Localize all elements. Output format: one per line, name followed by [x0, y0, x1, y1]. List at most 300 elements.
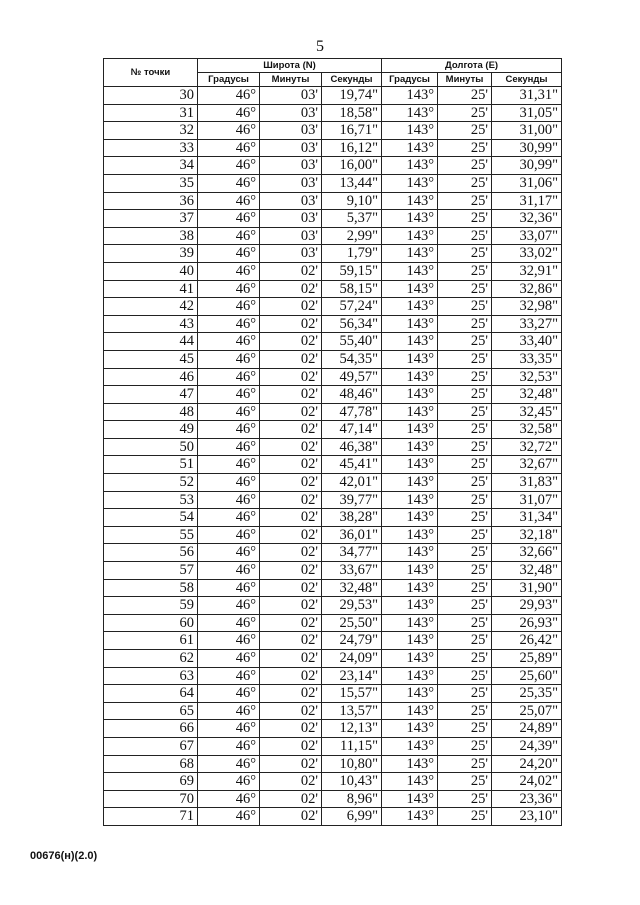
- table-row: [104, 139, 562, 157]
- lon-degrees-cell: 143°: [382, 350, 438, 368]
- lon-minutes-cell: 25': [438, 509, 492, 527]
- lat-minutes-cell: 02': [260, 456, 322, 474]
- table-row: [104, 403, 562, 421]
- point-number-cell: 42: [104, 298, 198, 316]
- point-number-cell: 40: [104, 262, 198, 280]
- lat-minutes-cell: 03': [260, 210, 322, 228]
- lon-degrees-cell: 143°: [382, 262, 438, 280]
- lat-degrees-cell: 46°: [198, 614, 260, 632]
- lon-minutes-cell: 25': [438, 614, 492, 632]
- point-number-cell: 57: [104, 562, 198, 580]
- header-lat-seconds: Секунды: [322, 73, 382, 87]
- lat-minutes-cell: 02': [260, 421, 322, 439]
- lat-degrees-cell: 46°: [198, 632, 260, 650]
- lon-degrees-cell: 143°: [382, 491, 438, 509]
- table-row: [104, 456, 562, 474]
- point-number-cell: 65: [104, 702, 198, 720]
- table-row: [104, 491, 562, 509]
- lat-seconds-cell: 45,41": [322, 456, 382, 474]
- lon-degrees-cell: 143°: [382, 790, 438, 808]
- header-longitude: Долгота (E): [382, 59, 562, 73]
- lat-degrees-cell: 46°: [198, 737, 260, 755]
- table-row: [104, 421, 562, 439]
- lat-minutes-cell: 02': [260, 790, 322, 808]
- lon-seconds-cell: 31,00": [492, 122, 562, 140]
- lat-degrees-cell: 46°: [198, 245, 260, 263]
- lon-degrees-cell: 143°: [382, 174, 438, 192]
- lat-degrees-cell: 46°: [198, 526, 260, 544]
- lon-minutes-cell: 25': [438, 491, 492, 509]
- table-row: [104, 650, 562, 668]
- lon-degrees-cell: 143°: [382, 210, 438, 228]
- point-number-cell: 33: [104, 139, 198, 157]
- point-number-cell: 61: [104, 632, 198, 650]
- point-number-cell: 52: [104, 474, 198, 492]
- lon-minutes-cell: 25': [438, 544, 492, 562]
- lon-degrees-cell: 143°: [382, 245, 438, 263]
- point-number-cell: 48: [104, 403, 198, 421]
- point-number-cell: 58: [104, 579, 198, 597]
- lat-degrees-cell: 46°: [198, 350, 260, 368]
- lat-minutes-cell: 03': [260, 227, 322, 245]
- lat-seconds-cell: 39,77": [322, 491, 382, 509]
- lat-minutes-cell: 02': [260, 368, 322, 386]
- point-number-cell: 49: [104, 421, 198, 439]
- lon-seconds-cell: 26,93": [492, 614, 562, 632]
- lon-degrees-cell: 143°: [382, 386, 438, 404]
- lon-minutes-cell: 25': [438, 210, 492, 228]
- table-row: [104, 755, 562, 773]
- header-lat-minutes: Минуты: [260, 73, 322, 87]
- lat-degrees-cell: 46°: [198, 227, 260, 245]
- lat-seconds-cell: 46,38": [322, 438, 382, 456]
- lat-degrees-cell: 46°: [198, 368, 260, 386]
- point-number-cell: 55: [104, 526, 198, 544]
- lon-minutes-cell: 25': [438, 280, 492, 298]
- lat-seconds-cell: 5,37": [322, 210, 382, 228]
- lon-degrees-cell: 143°: [382, 544, 438, 562]
- point-number-cell: 59: [104, 597, 198, 615]
- lon-seconds-cell: 32,67": [492, 456, 562, 474]
- lat-degrees-cell: 46°: [198, 597, 260, 615]
- point-number-cell: 35: [104, 174, 198, 192]
- lon-degrees-cell: 143°: [382, 315, 438, 333]
- lat-minutes-cell: 02': [260, 632, 322, 650]
- point-number-cell: 32: [104, 122, 198, 140]
- point-number-cell: 34: [104, 157, 198, 175]
- lon-degrees-cell: 143°: [382, 562, 438, 580]
- lat-minutes-cell: 02': [260, 702, 322, 720]
- point-number-cell: 54: [104, 509, 198, 527]
- lon-degrees-cell: 143°: [382, 650, 438, 668]
- table-row: [104, 632, 562, 650]
- lat-degrees-cell: 46°: [198, 579, 260, 597]
- lat-minutes-cell: 03': [260, 104, 322, 122]
- table-row: [104, 280, 562, 298]
- lon-minutes-cell: 25': [438, 350, 492, 368]
- table-row: [104, 579, 562, 597]
- lon-seconds-cell: 31,06": [492, 174, 562, 192]
- lat-seconds-cell: 19,74": [322, 87, 382, 105]
- point-number-cell: 31: [104, 104, 198, 122]
- lat-degrees-cell: 46°: [198, 139, 260, 157]
- lon-seconds-cell: 23,36": [492, 790, 562, 808]
- lat-minutes-cell: 02': [260, 597, 322, 615]
- header-lat-degrees: Градусы: [198, 73, 260, 87]
- lon-degrees-cell: 143°: [382, 632, 438, 650]
- table-row: [104, 87, 562, 105]
- lat-seconds-cell: 16,00": [322, 157, 382, 175]
- lat-minutes-cell: 03': [260, 245, 322, 263]
- lat-minutes-cell: 02': [260, 403, 322, 421]
- table-row: [104, 562, 562, 580]
- table-row: [104, 667, 562, 685]
- lon-seconds-cell: 33,07": [492, 227, 562, 245]
- point-number-cell: 66: [104, 720, 198, 738]
- lon-seconds-cell: 32,91": [492, 262, 562, 280]
- table-row: [104, 298, 562, 316]
- lon-seconds-cell: 25,60": [492, 667, 562, 685]
- lat-degrees-cell: 46°: [198, 421, 260, 439]
- table-row: [104, 368, 562, 386]
- lon-minutes-cell: 25': [438, 474, 492, 492]
- lat-minutes-cell: 02': [260, 808, 322, 826]
- table-row: [104, 720, 562, 738]
- table-body: [104, 87, 562, 826]
- lon-seconds-cell: 32,53": [492, 368, 562, 386]
- lat-minutes-cell: 02': [260, 720, 322, 738]
- point-number-cell: 67: [104, 737, 198, 755]
- lon-seconds-cell: 31,34": [492, 509, 562, 527]
- lat-minutes-cell: 02': [260, 614, 322, 632]
- lon-degrees-cell: 143°: [382, 368, 438, 386]
- lat-seconds-cell: 23,14": [322, 667, 382, 685]
- lon-degrees-cell: 143°: [382, 808, 438, 826]
- lon-minutes-cell: 25': [438, 650, 492, 668]
- point-number-cell: 63: [104, 667, 198, 685]
- lon-degrees-cell: 143°: [382, 122, 438, 140]
- lon-minutes-cell: 25': [438, 192, 492, 210]
- lat-degrees-cell: 46°: [198, 262, 260, 280]
- lon-seconds-cell: 25,35": [492, 685, 562, 703]
- lat-degrees-cell: 46°: [198, 808, 260, 826]
- lat-minutes-cell: 02': [260, 579, 322, 597]
- lon-degrees-cell: 143°: [382, 579, 438, 597]
- table-row: [104, 157, 562, 175]
- lon-minutes-cell: 25': [438, 790, 492, 808]
- table-row: [104, 773, 562, 791]
- lat-seconds-cell: 16,12": [322, 139, 382, 157]
- lon-seconds-cell: 31,90": [492, 579, 562, 597]
- lon-degrees-cell: 143°: [382, 667, 438, 685]
- point-number-cell: 41: [104, 280, 198, 298]
- lat-degrees-cell: 46°: [198, 755, 260, 773]
- lon-degrees-cell: 143°: [382, 227, 438, 245]
- lat-seconds-cell: 11,15": [322, 737, 382, 755]
- lon-degrees-cell: 143°: [382, 755, 438, 773]
- table-row: [104, 474, 562, 492]
- lon-seconds-cell: 31,17": [492, 192, 562, 210]
- lat-degrees-cell: 46°: [198, 438, 260, 456]
- lat-minutes-cell: 02': [260, 509, 322, 527]
- lon-minutes-cell: 25': [438, 456, 492, 474]
- table-row: [104, 350, 562, 368]
- lon-seconds-cell: 32,36": [492, 210, 562, 228]
- lon-seconds-cell: 32,72": [492, 438, 562, 456]
- lon-seconds-cell: 24,02": [492, 773, 562, 791]
- lon-seconds-cell: 32,98": [492, 298, 562, 316]
- lon-seconds-cell: 32,18": [492, 526, 562, 544]
- lat-degrees-cell: 46°: [198, 720, 260, 738]
- lon-minutes-cell: 25': [438, 227, 492, 245]
- lat-seconds-cell: 13,57": [322, 702, 382, 720]
- point-number-cell: 68: [104, 755, 198, 773]
- point-number-cell: 30: [104, 87, 198, 105]
- lon-seconds-cell: 24,89": [492, 720, 562, 738]
- lat-degrees-cell: 46°: [198, 386, 260, 404]
- table-row: [104, 526, 562, 544]
- lat-degrees-cell: 46°: [198, 403, 260, 421]
- table-row: [104, 245, 562, 263]
- lat-degrees-cell: 46°: [198, 298, 260, 316]
- lon-minutes-cell: 25': [438, 245, 492, 263]
- lat-minutes-cell: 03': [260, 192, 322, 210]
- lat-minutes-cell: 02': [260, 386, 322, 404]
- lon-seconds-cell: 26,42": [492, 632, 562, 650]
- lat-seconds-cell: 36,01": [322, 526, 382, 544]
- lat-seconds-cell: 32,48": [322, 579, 382, 597]
- lat-degrees-cell: 46°: [198, 315, 260, 333]
- page-number: 5: [316, 38, 324, 55]
- lat-seconds-cell: 47,14": [322, 421, 382, 439]
- lat-seconds-cell: 49,57": [322, 368, 382, 386]
- lon-degrees-cell: 143°: [382, 104, 438, 122]
- header-lon-degrees: Градусы: [382, 73, 438, 87]
- point-number-cell: 38: [104, 227, 198, 245]
- table-row: [104, 315, 562, 333]
- lon-seconds-cell: 33,27": [492, 315, 562, 333]
- lat-degrees-cell: 46°: [198, 773, 260, 791]
- lon-minutes-cell: 25': [438, 298, 492, 316]
- lat-degrees-cell: 46°: [198, 650, 260, 668]
- table-row: [104, 192, 562, 210]
- lat-degrees-cell: 46°: [198, 667, 260, 685]
- lon-minutes-cell: 25': [438, 808, 492, 826]
- lon-degrees-cell: 143°: [382, 298, 438, 316]
- lon-minutes-cell: 25': [438, 720, 492, 738]
- table-row: [104, 597, 562, 615]
- point-number-cell: 53: [104, 491, 198, 509]
- lon-seconds-cell: 32,48": [492, 386, 562, 404]
- lon-seconds-cell: 32,48": [492, 562, 562, 580]
- lat-degrees-cell: 46°: [198, 474, 260, 492]
- lat-seconds-cell: 54,35": [322, 350, 382, 368]
- lat-seconds-cell: 12,13": [322, 720, 382, 738]
- lat-minutes-cell: 02': [260, 262, 322, 280]
- lon-minutes-cell: 25': [438, 139, 492, 157]
- point-number-cell: 51: [104, 456, 198, 474]
- lat-degrees-cell: 46°: [198, 456, 260, 474]
- lon-minutes-cell: 25': [438, 122, 492, 140]
- point-number-cell: 56: [104, 544, 198, 562]
- lat-seconds-cell: 24,09": [322, 650, 382, 668]
- lat-minutes-cell: 02': [260, 491, 322, 509]
- lat-seconds-cell: 47,78": [322, 403, 382, 421]
- point-number-cell: 71: [104, 808, 198, 826]
- lat-minutes-cell: 02': [260, 667, 322, 685]
- lat-degrees-cell: 46°: [198, 157, 260, 175]
- table-row: [104, 702, 562, 720]
- lat-seconds-cell: 56,34": [322, 315, 382, 333]
- lat-degrees-cell: 46°: [198, 104, 260, 122]
- lat-minutes-cell: 02': [260, 650, 322, 668]
- lon-seconds-cell: 30,99": [492, 157, 562, 175]
- table-row: [104, 104, 562, 122]
- lon-minutes-cell: 25': [438, 737, 492, 755]
- lon-degrees-cell: 143°: [382, 333, 438, 351]
- point-number-cell: 69: [104, 773, 198, 791]
- lat-seconds-cell: 25,50": [322, 614, 382, 632]
- point-number-cell: 70: [104, 790, 198, 808]
- lat-seconds-cell: 38,28": [322, 509, 382, 527]
- lon-seconds-cell: 23,10": [492, 808, 562, 826]
- lat-seconds-cell: 8,96": [322, 790, 382, 808]
- lat-degrees-cell: 46°: [198, 122, 260, 140]
- lat-seconds-cell: 18,58": [322, 104, 382, 122]
- lon-degrees-cell: 143°: [382, 456, 438, 474]
- table-row: [104, 227, 562, 245]
- lat-minutes-cell: 03': [260, 122, 322, 140]
- lon-degrees-cell: 143°: [382, 773, 438, 791]
- lon-seconds-cell: 25,89": [492, 650, 562, 668]
- point-number-cell: 45: [104, 350, 198, 368]
- lon-degrees-cell: 143°: [382, 685, 438, 703]
- lon-minutes-cell: 25': [438, 368, 492, 386]
- header-latitude: Широта (N): [198, 59, 382, 73]
- table-row: [104, 544, 562, 562]
- lat-seconds-cell: 29,53": [322, 597, 382, 615]
- lon-degrees-cell: 143°: [382, 702, 438, 720]
- lat-minutes-cell: 02': [260, 438, 322, 456]
- lon-degrees-cell: 143°: [382, 139, 438, 157]
- lat-seconds-cell: 33,67": [322, 562, 382, 580]
- lon-seconds-cell: 32,58": [492, 421, 562, 439]
- lat-degrees-cell: 46°: [198, 491, 260, 509]
- table-row: [104, 262, 562, 280]
- lon-minutes-cell: 25': [438, 755, 492, 773]
- lon-seconds-cell: 25,07": [492, 702, 562, 720]
- lat-seconds-cell: 15,57": [322, 685, 382, 703]
- lon-degrees-cell: 143°: [382, 403, 438, 421]
- lon-minutes-cell: 25': [438, 87, 492, 105]
- lat-seconds-cell: 24,79": [322, 632, 382, 650]
- lon-seconds-cell: 32,66": [492, 544, 562, 562]
- header-lon-seconds: Секунды: [492, 73, 562, 87]
- table-row: [104, 386, 562, 404]
- table-row: [104, 210, 562, 228]
- lat-seconds-cell: 16,71": [322, 122, 382, 140]
- lon-seconds-cell: 24,39": [492, 737, 562, 755]
- point-number-cell: 50: [104, 438, 198, 456]
- point-number-cell: 47: [104, 386, 198, 404]
- lon-seconds-cell: 31,31": [492, 87, 562, 105]
- lon-degrees-cell: 143°: [382, 737, 438, 755]
- lon-minutes-cell: 25': [438, 562, 492, 580]
- lat-degrees-cell: 46°: [198, 790, 260, 808]
- lon-minutes-cell: 25': [438, 174, 492, 192]
- table-row: [104, 790, 562, 808]
- lat-seconds-cell: 2,99": [322, 227, 382, 245]
- lon-degrees-cell: 143°: [382, 720, 438, 738]
- lat-degrees-cell: 46°: [198, 280, 260, 298]
- lat-minutes-cell: 02': [260, 474, 322, 492]
- point-number-cell: 46: [104, 368, 198, 386]
- lat-minutes-cell: 03': [260, 87, 322, 105]
- lon-minutes-cell: 25': [438, 579, 492, 597]
- lat-seconds-cell: 57,24": [322, 298, 382, 316]
- lon-minutes-cell: 25': [438, 421, 492, 439]
- lat-minutes-cell: 02': [260, 280, 322, 298]
- table-row: [104, 685, 562, 703]
- lat-minutes-cell: 02': [260, 562, 322, 580]
- lat-minutes-cell: 03': [260, 174, 322, 192]
- lat-degrees-cell: 46°: [198, 333, 260, 351]
- lon-seconds-cell: 33,35": [492, 350, 562, 368]
- lon-seconds-cell: 24,20": [492, 755, 562, 773]
- lat-seconds-cell: 58,15": [322, 280, 382, 298]
- lon-minutes-cell: 25': [438, 386, 492, 404]
- lat-degrees-cell: 46°: [198, 544, 260, 562]
- lat-minutes-cell: 02': [260, 526, 322, 544]
- lon-degrees-cell: 143°: [382, 597, 438, 615]
- lon-degrees-cell: 143°: [382, 280, 438, 298]
- lat-seconds-cell: 10,80": [322, 755, 382, 773]
- point-number-cell: 36: [104, 192, 198, 210]
- lon-seconds-cell: 32,86": [492, 280, 562, 298]
- point-number-cell: 64: [104, 685, 198, 703]
- lat-seconds-cell: 34,77": [322, 544, 382, 562]
- lon-minutes-cell: 25': [438, 702, 492, 720]
- lat-minutes-cell: 02': [260, 315, 322, 333]
- lon-minutes-cell: 25': [438, 315, 492, 333]
- lat-seconds-cell: 42,01": [322, 474, 382, 492]
- lat-minutes-cell: 02': [260, 333, 322, 351]
- lon-minutes-cell: 25': [438, 262, 492, 280]
- lat-minutes-cell: 02': [260, 773, 322, 791]
- lat-seconds-cell: 10,43": [322, 773, 382, 791]
- lat-degrees-cell: 46°: [198, 210, 260, 228]
- lat-minutes-cell: 02': [260, 685, 322, 703]
- coordinates-table: [103, 58, 562, 826]
- point-number-cell: 44: [104, 333, 198, 351]
- lon-minutes-cell: 25': [438, 667, 492, 685]
- lat-degrees-cell: 46°: [198, 509, 260, 527]
- lon-seconds-cell: 33,02": [492, 245, 562, 263]
- lon-minutes-cell: 25': [438, 403, 492, 421]
- table-row: [104, 614, 562, 632]
- lon-minutes-cell: 25': [438, 773, 492, 791]
- lat-minutes-cell: 03': [260, 157, 322, 175]
- lat-degrees-cell: 46°: [198, 174, 260, 192]
- lon-minutes-cell: 25': [438, 157, 492, 175]
- lon-degrees-cell: 143°: [382, 438, 438, 456]
- lon-minutes-cell: 25': [438, 526, 492, 544]
- table-row: [104, 808, 562, 826]
- table-row: [104, 174, 562, 192]
- lon-degrees-cell: 143°: [382, 157, 438, 175]
- lon-degrees-cell: 143°: [382, 526, 438, 544]
- lat-degrees-cell: 46°: [198, 87, 260, 105]
